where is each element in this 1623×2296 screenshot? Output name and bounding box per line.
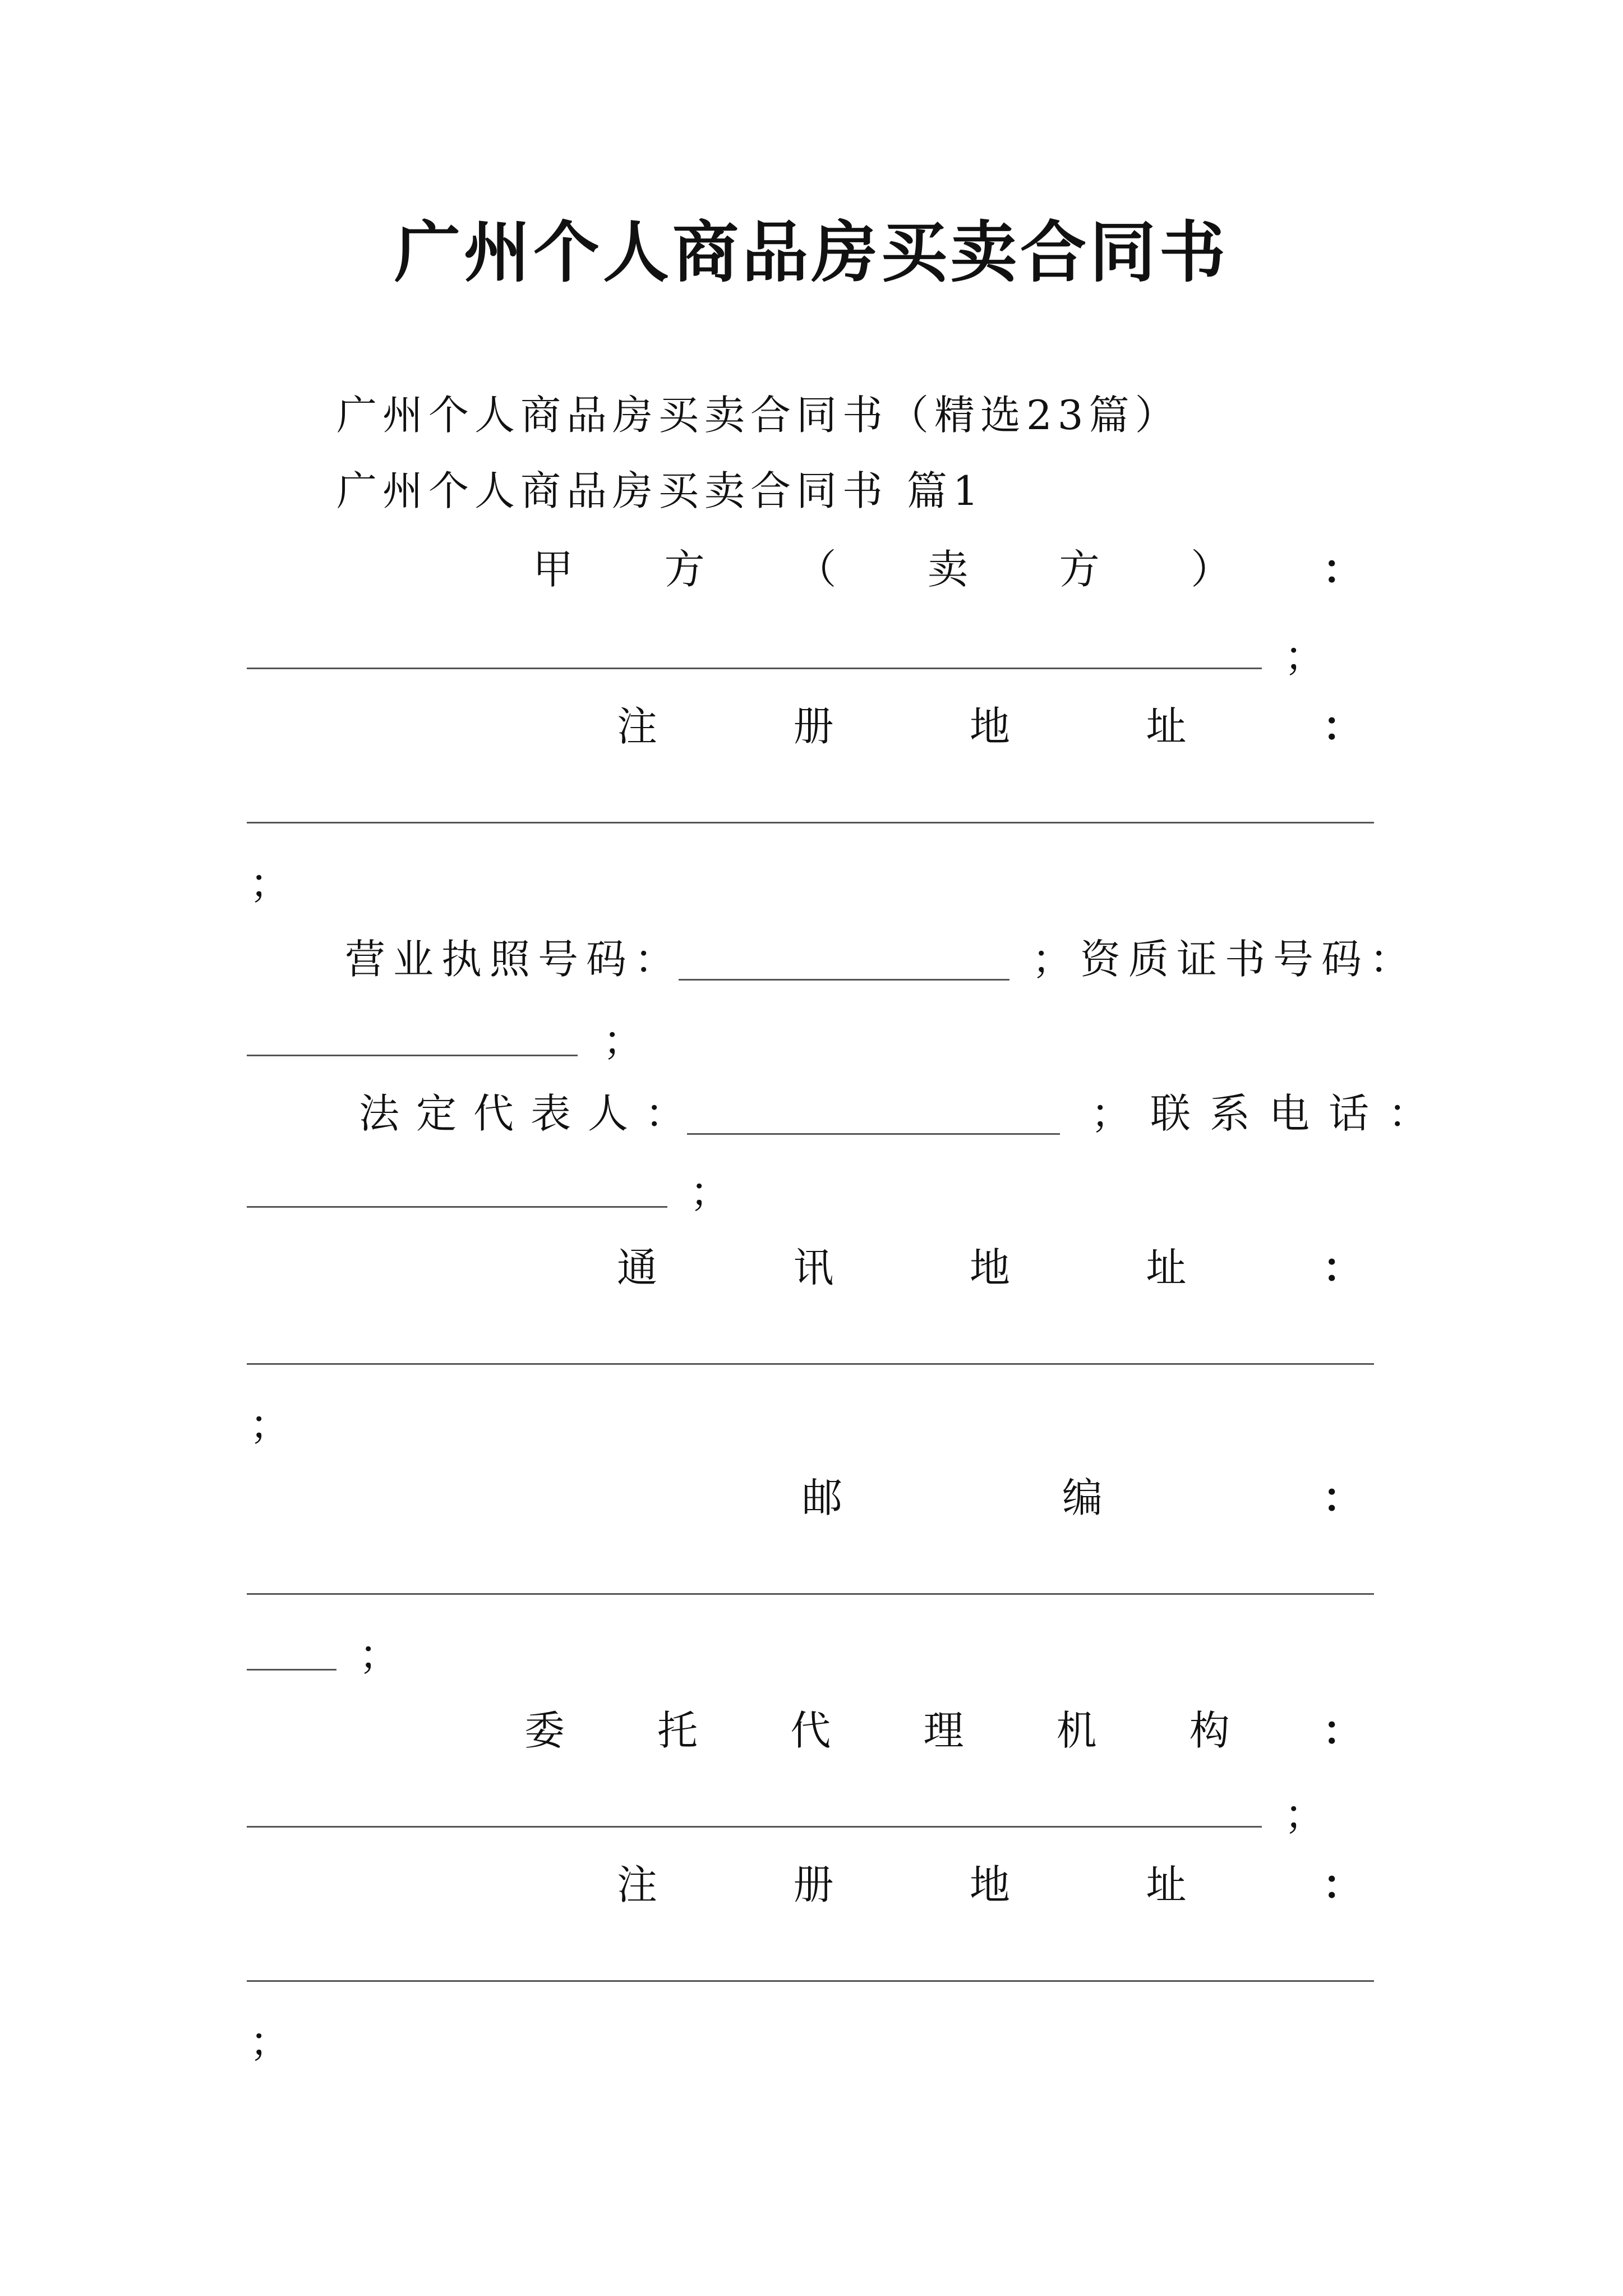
reg-address-label: 注 册 地 址 ： (617, 702, 1363, 750)
postcode-blank[interactable] (247, 1593, 1374, 1595)
postcode-blank-cont[interactable] (247, 1669, 336, 1671)
semicolon: ； (1284, 633, 1325, 680)
document-title: 广州个人商品房买卖合同书 (394, 213, 1229, 291)
section-heading: 广州个人商品房买卖合同书 篇1 (336, 467, 984, 514)
postcode-label: 邮 编 ： (802, 1474, 1363, 1521)
phone-label: ；联系电话： (1091, 1090, 1448, 1137)
agency-label: 委 托 代 理 机 构 ： (524, 1706, 1363, 1754)
document-subtitle: 广州个人商品房买卖合同书（精选23篇） (336, 392, 1181, 439)
legal-rep-blank[interactable] (687, 1133, 1060, 1135)
semicolon: ； (250, 2018, 291, 2065)
mail-address-label: 通 讯 地 址 ： (617, 1244, 1363, 1291)
license-label: 营业执照号码： (345, 936, 683, 983)
agency-reg-address-label: 注 册 地 址 ： (617, 1861, 1363, 1908)
agency-reg-address-blank[interactable] (247, 1980, 1374, 1982)
phone-blank[interactable] (247, 1206, 667, 1208)
license-blank[interactable] (679, 979, 1009, 981)
reg-address-blank[interactable] (247, 822, 1374, 823)
party-a-blank[interactable] (247, 668, 1262, 669)
semicolon: ； (250, 860, 291, 907)
mail-address-blank[interactable] (247, 1363, 1374, 1365)
cert-label: ；资质证书号码： (1032, 936, 1418, 983)
party-a-label: 甲 方 （ 卖 方 ） ： (533, 545, 1363, 593)
cert-blank[interactable] (247, 1055, 578, 1056)
legal-rep-label: 法定代表人： (359, 1090, 703, 1137)
semicolon: ； (250, 1401, 291, 1448)
semicolon: ； (690, 1168, 731, 1216)
semicolon: ； (603, 1017, 644, 1064)
agency-blank[interactable] (247, 1826, 1262, 1828)
semicolon: ； (359, 1631, 400, 1678)
semicolon: ； (1284, 1791, 1325, 1838)
